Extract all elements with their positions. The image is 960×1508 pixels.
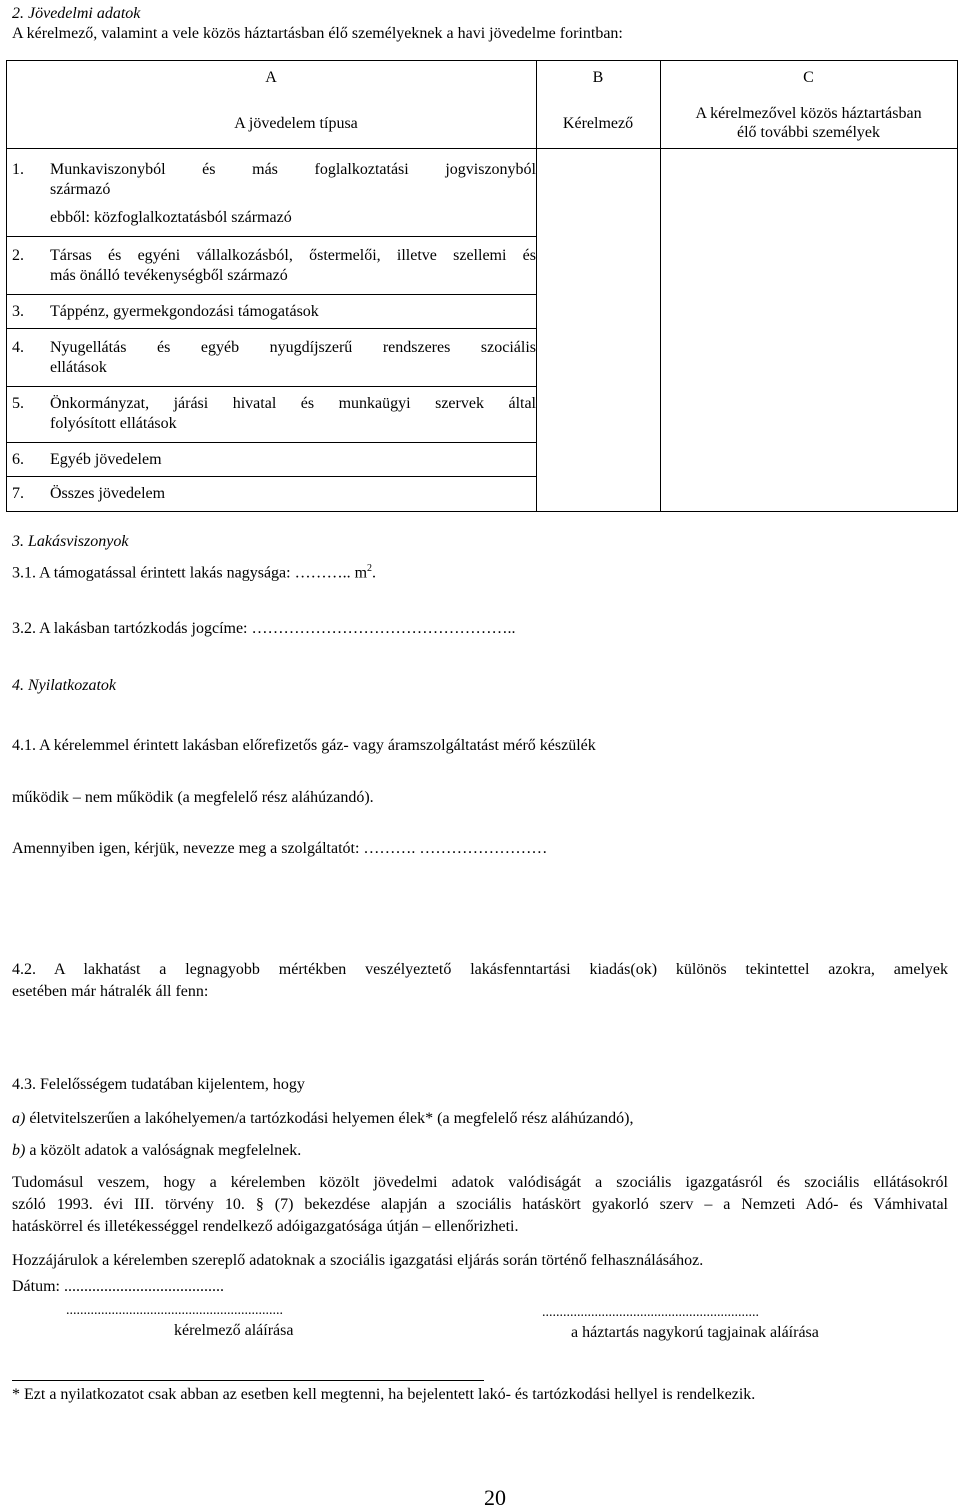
row-label: Társas és egyéni vállalkozásból, őstermelői, illetve szellemi és bbox=[50, 247, 536, 264]
row-label: Nyugellátás és egyéb nyugdíjszerű rendszeres szociális bbox=[50, 339, 536, 356]
notice-text-line3: hatáskörrel és illetékességgel rendelkező adóigazgatósága útján – ellenőrizheti. bbox=[12, 1218, 519, 1235]
notice-text-line2: szóló 1993. évi III. törvény 10. § (7) bekezdése alapján a szociális hatáskört gyakorló szerv – a Nemzeti Adó- és Vámhivatal bbox=[12, 1196, 948, 1213]
column-letter-c: C bbox=[803, 69, 814, 86]
column-header-household-line2: élő további személyek bbox=[736, 124, 881, 142]
row-label-cont: ellátások bbox=[50, 359, 107, 376]
row-number: 7. bbox=[12, 485, 24, 502]
date-field: Dátum: ........................................ bbox=[12, 1278, 224, 1295]
declaration-a bbox=[12, 1109, 633, 1129]
row-number: 5. bbox=[12, 395, 24, 412]
column-letter-b: B bbox=[592, 69, 604, 86]
row-sublabel: ebből: közfoglalkoztatásból származó bbox=[50, 209, 292, 226]
row-number: 2. bbox=[12, 247, 24, 264]
row-number: 3. bbox=[12, 303, 24, 320]
housing-size-field bbox=[12, 563, 376, 583]
section-heading-income: 2. Jövedelmi adatok bbox=[12, 5, 141, 22]
square-meter-superscript: 2 bbox=[367, 563, 373, 574]
housing-costs-question-cont: esetében már hátralék áll fenn: bbox=[12, 983, 209, 1000]
row-label: Összes jövedelem bbox=[50, 485, 166, 502]
column-header-applicant: Kérelmező bbox=[562, 115, 634, 132]
housing-costs-question: 4.2. A lakhatást a legnagyobb mértékben veszélyeztető lakásfenntartási kiadás(ok) különös tekintettel azokra, amelyek bbox=[12, 961, 948, 978]
column-header-household bbox=[660, 104, 957, 142]
footnote-divider bbox=[12, 1380, 484, 1381]
provider-field: Amennyiben igen, kérjük, nevezze meg a szolgáltatót: ………. …………………… bbox=[12, 840, 548, 857]
row-label: Önkormányzat, járási hivatal és munkaügyi szervek által bbox=[50, 395, 536, 412]
declaration-b bbox=[12, 1141, 301, 1161]
row-label-cont: más önálló tevékenységből származó bbox=[50, 267, 288, 284]
row-label: Egyéb jövedelem bbox=[50, 451, 162, 468]
row-label-cont: származó bbox=[50, 181, 111, 198]
household-signature-line: .............................................................. bbox=[542, 1305, 759, 1320]
consent-text: Hozzájárulok a kérelemben szereplő adatoknak a szociális igazgatási eljárás során történő felhasználásához. bbox=[12, 1252, 704, 1269]
declaration-a-label: a) bbox=[12, 1110, 26, 1127]
row-number: 6. bbox=[12, 451, 24, 468]
applicant-signature-line: .............................................................. bbox=[66, 1303, 283, 1318]
column-letter-a: A bbox=[265, 69, 277, 86]
row-label: Munkaviszonyból és más foglalkoztatási jogviszonyból bbox=[50, 161, 536, 178]
column-header-household-line1: A kérelmezővel közös háztartásban bbox=[695, 105, 922, 122]
prepaid-meter-question: 4.1. A kérelemmel érintett lakásban előrefizetős gáz- vagy áramszolgáltatást mérő készülék bbox=[12, 737, 596, 754]
footnote-text: * Ezt a nyilatkozatot csak abban az esetben kell megtenni, ha bejelentett lakó- és tartózkodási hellyel is rendelkezik. bbox=[12, 1386, 756, 1403]
row-label-cont: folyósított ellátások bbox=[50, 415, 177, 432]
applicant-signature-label: kérelmező aláírása bbox=[174, 1322, 294, 1339]
declaration-b-text: a közölt adatok a valóságnak megfelelnek. bbox=[25, 1142, 302, 1159]
declaration-b-label: b) bbox=[12, 1142, 26, 1159]
row-number: 4. bbox=[12, 339, 24, 356]
row-number: 1. bbox=[12, 161, 24, 178]
page-number: 20 bbox=[484, 1485, 506, 1508]
household-signature-label: a háztartás nagykorú tagjainak aláírása bbox=[571, 1324, 819, 1341]
declaration-intro: 4.3. Felelősségem tudatában kijelentem, hogy bbox=[12, 1076, 305, 1093]
prepaid-meter-options: működik – nem működik (a megfelelő rész aláhúzandó). bbox=[12, 789, 374, 806]
housing-title-field: 3.2. A lakásban tartózkodás jogcíme: ………………………………………….. bbox=[12, 620, 516, 637]
column-header-income-type: A jövedelem típusa bbox=[234, 115, 358, 132]
income-table bbox=[6, 60, 958, 512]
declaration-a-text: életvitelszerűen a lakóhelyemen/a tartózkodási helyemen élek* (a megfelelő rész aláhúzandó), bbox=[25, 1110, 634, 1127]
housing-size-end: . bbox=[372, 564, 377, 582]
section-heading-housing: 3. Lakásviszonyok bbox=[12, 533, 129, 550]
row-label: Táppénz, gyermekgondozási támogatások bbox=[50, 303, 319, 320]
section-heading-declarations: 4. Nyilatkozatok bbox=[12, 677, 116, 694]
notice-text-line1: Tudomásul veszem, hogy a kérelemben közölt jövedelmi adatok valódiságát a szociális igazgatásról és szociális ellátásokról bbox=[12, 1174, 948, 1191]
income-intro-text: A kérelmező, valamint a vele közös háztartásban élő személyeknek a havi jövedelme forintban: bbox=[12, 25, 623, 42]
housing-size-label: 3.1. A támogatással érintett lakás nagysága: ……….. m bbox=[12, 564, 368, 582]
